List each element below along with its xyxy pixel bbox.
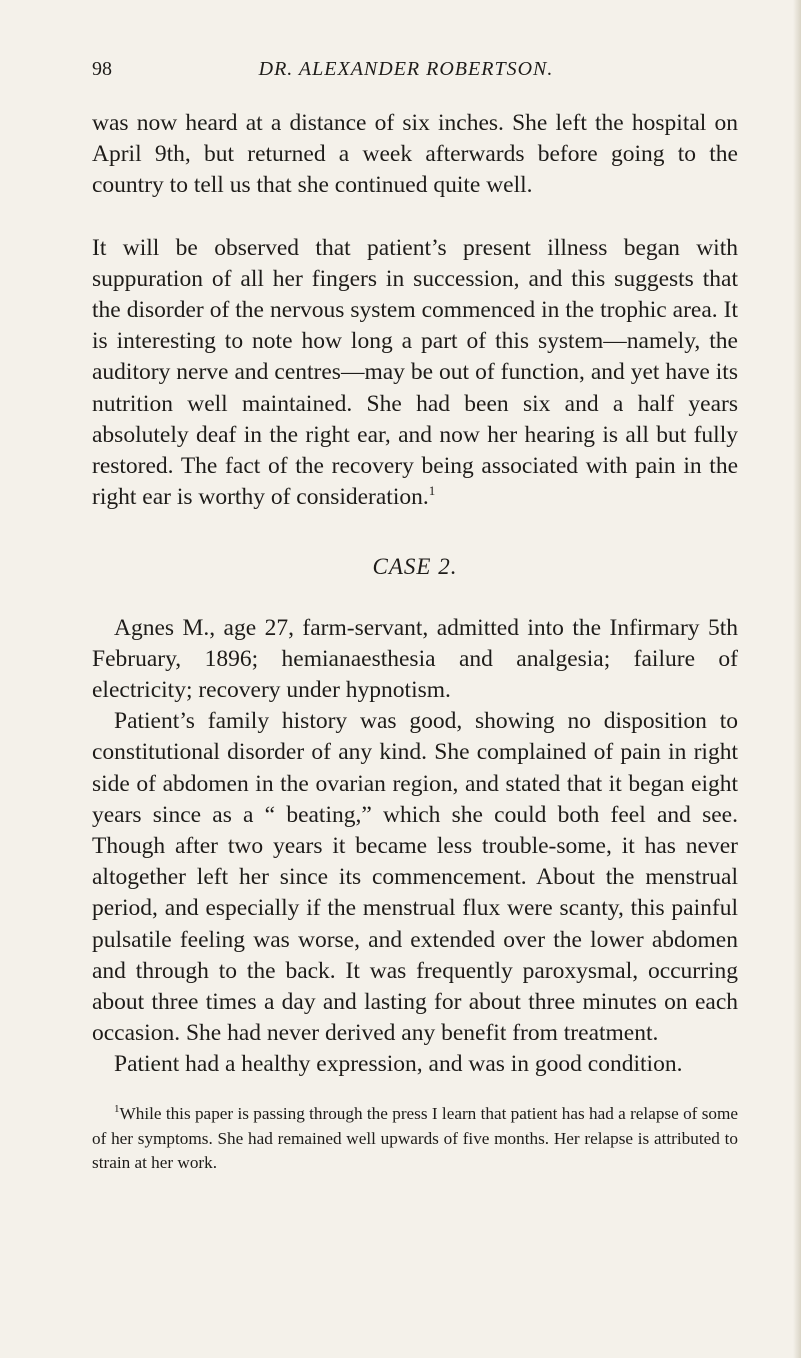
footnote-text: While this paper is passing through the press I learn that patient has had a relapse of some of her symptoms. She had remained well upwards of five months. Her relapse is attributed to strain at her work. — [92, 1104, 738, 1172]
paragraph-text: was now heard at a distance of six inches. She left the hospital on April 9th, but returned a week afterwards before going to the country to tell us that she continued quite well. — [92, 110, 738, 199]
paragraph — [92, 1049, 738, 1080]
paragraph-text: Agnes M., age 27, farm-servant, admitted into the Infirmary 5th February, 1896; hemianaesthesia and analgesia; failure of electricity; recovery under hypnotism. — [92, 614, 738, 704]
paragraph — [92, 613, 738, 707]
footnote — [92, 1102, 738, 1176]
paragraph — [92, 706, 738, 1049]
footnote-reference: 1 — [428, 483, 436, 499]
body-text — [92, 108, 738, 1081]
paragraph — [92, 233, 738, 514]
paragraph-text: Patient’s family history was good, showing no disposition to constitutional disorder of any kind. She complained of pain in right side of abdomen in the ovarian region, and stated that it began eight years since as a “ beating,” which she could both feel and see. Though after two years it became less trouble-some, it has never altogether left her since its commencement. About the menstrual period, and especially if the menstrual flux were scanty, this painful pulsatile feeling was worse, and extended over the lower abdomen and through to the back. It was frequently paroxysmal, occurring about three times a day and lasting for about three minutes on each occasion. She had never derived any benefit from treatment. — [92, 708, 738, 1047]
page-header — [92, 58, 720, 88]
footnote-marker: 1 — [114, 1103, 120, 1115]
page-number: 98 — [92, 58, 112, 80]
paragraph-text: It will be observed that patient’s present illness began with suppuration of all her fingers in succession, and this suggests that the disorder of the nervous system commenced in the trophic area. It is interesting to note how long a part of this system—namely, the auditory nerve and centres—may be out of function, and yet have its nutrition well maintained. She had been six and a half years absolutely deaf in the right ear, and now her hearing is all but fully restored. The fact of the recovery being associated with pain in the right ear is worthy of consideration. — [92, 234, 738, 511]
running-head: DR. ALEXANDER ROBERTSON. — [258, 58, 554, 80]
case-heading: CASE 2. — [372, 554, 458, 580]
paragraph — [92, 108, 738, 202]
paragraph-text: Patient had a healthy expression, and was in good condition. — [114, 1051, 683, 1078]
page-edge-shadow — [793, 0, 801, 1358]
